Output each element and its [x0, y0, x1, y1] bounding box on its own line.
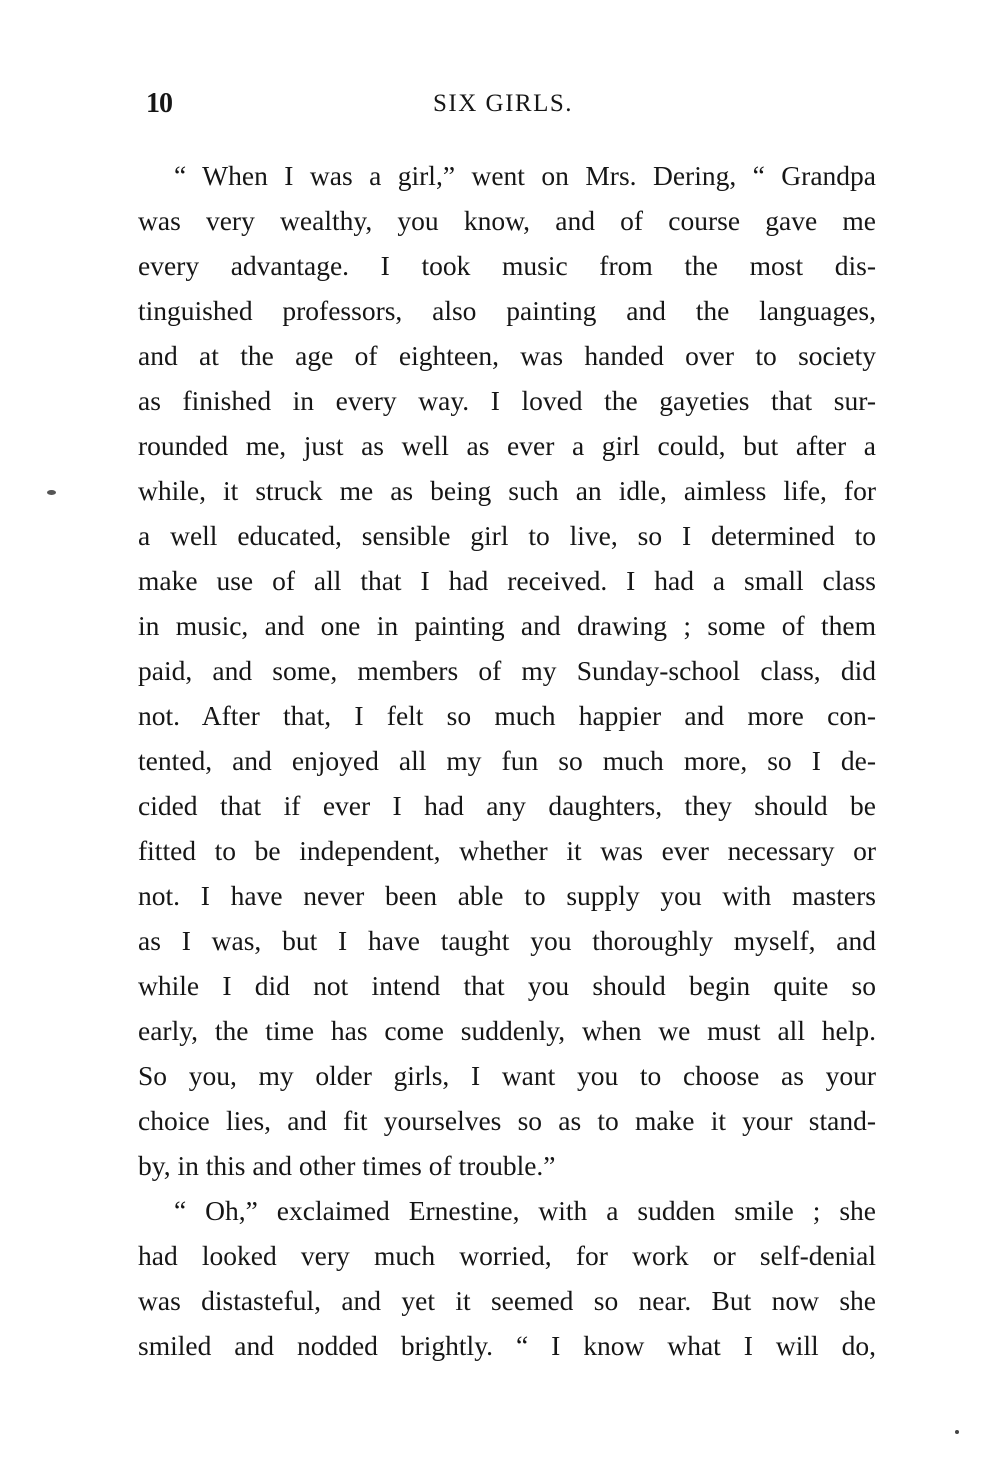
text-line: tinguished professors, also painting and the languages, [138, 295, 876, 326]
text-line: “ When I was a girl,” went on Mrs. Dering, “ Grandpa [174, 160, 876, 191]
text-line: not. After that, I felt so much happier and more con- [138, 700, 876, 731]
text-line: tented, and enjoyed all my fun so much more, so I de- [138, 745, 876, 776]
text-line: paid, and some, members of my Sunday-school class, did [138, 655, 876, 686]
text-line: make use of all that I had received. I had a small class [138, 565, 876, 596]
page-number: 10 [146, 88, 172, 119]
text-line: smiled and nodded brightly. “ I know what I will do, [138, 1330, 876, 1361]
text-line: by, in this and other times of trouble.” [138, 1150, 556, 1181]
print-speck [955, 1430, 959, 1434]
text-line: while, it struck me as being such an idle, aimless life, for [138, 475, 876, 506]
text-line: was distasteful, and yet it seemed so near. But now she [138, 1285, 876, 1316]
text-line: in music, and one in painting and drawing ; some of them [138, 610, 876, 641]
text-line: choice lies, and fit yourselves so as to make it your stand- [138, 1105, 876, 1136]
text-line: rounded me, just as well as ever a girl could, but after a [138, 430, 876, 461]
text-line: had looked very much worried, for work or self-denial [138, 1240, 876, 1271]
print-speck [47, 490, 56, 495]
text-line: and at the age of eighteen, was handed over to society [138, 340, 876, 371]
page-header [0, 88, 1000, 128]
text-line: So you, my older girls, I want you to choose as your [138, 1060, 876, 1091]
text-line: every advantage. I took music from the most dis- [138, 250, 876, 281]
paragraph-2 [138, 1188, 876, 1368]
text-line: as I was, but I have taught you thoroughly myself, and [138, 925, 876, 956]
text-line: “ Oh,” exclaimed Ernestine, with a sudden smile ; she [174, 1195, 876, 1226]
text-line: not. I have never been able to supply you with masters [138, 880, 876, 911]
text-line: a well educated, sensible girl to live, so I determined to [138, 520, 876, 551]
text-line: cided that if ever I had any daughters, they should be [138, 790, 876, 821]
text-line: was very wealthy, you know, and of course gave me [138, 205, 876, 236]
text-line: fitted to be independent, whether it was ever necessary or [138, 835, 876, 866]
body-text [138, 153, 876, 1368]
text-line: early, the time has come suddenly, when we must all help. [138, 1015, 876, 1046]
text-line: while I did not intend that you should begin quite so [138, 970, 876, 1001]
paragraph-1 [138, 153, 876, 1188]
text-line: as finished in every way. I loved the gayeties that sur- [138, 385, 876, 416]
running-title: SIX GIRLS. [433, 90, 574, 117]
